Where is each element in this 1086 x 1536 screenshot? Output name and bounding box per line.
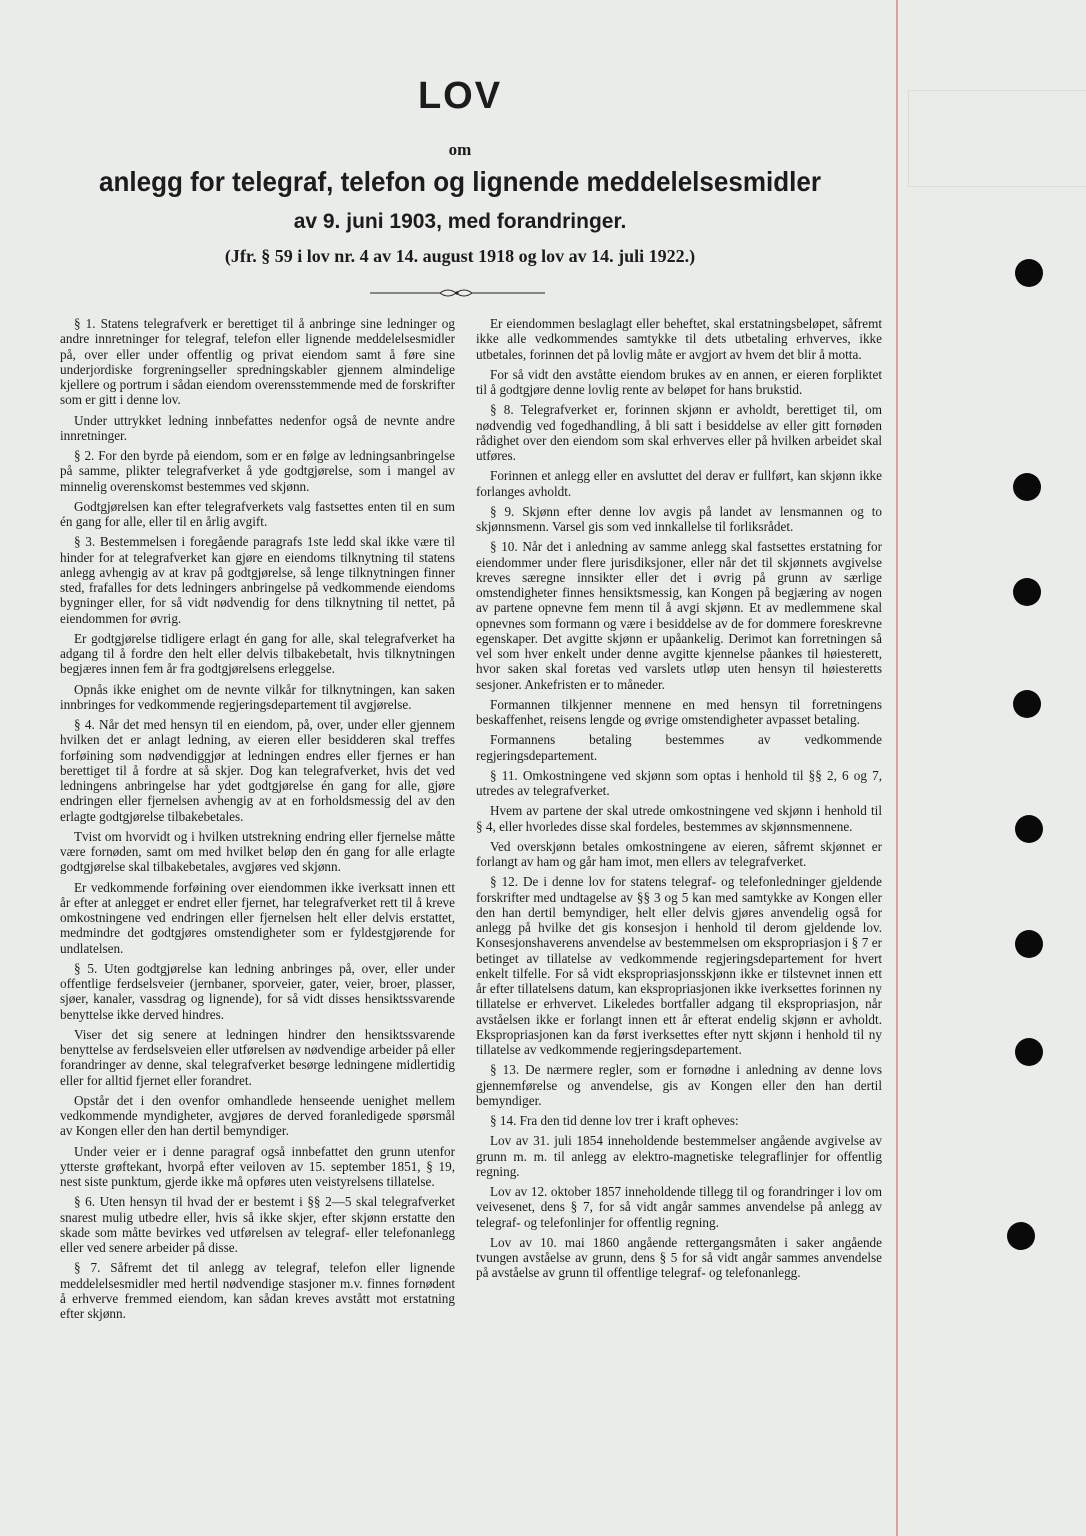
paragraph: Er godtgjørelse tidligere erlagt én gang for alle, skal telegrafverket ha adgang til å fordre den helt eller delvis tilbakebetalt, hvis tilknytningen begjæres innen fem år fra godtgjørelsens erleggelse.: [60, 630, 455, 677]
punch-hole-icon: [1015, 259, 1043, 287]
paragraph: § 10. Når det i anledning av samme anlegg skal fastsettes erstatning for eiendommer under flere jurisdiksjoner, eller når det til skjønnets avgivelse kreves særegne innsikter eller det i øvrig på grunn av særlige omstendigheter finnes hensiktsmessig, kan Kongen på begjæring av nogen av partene opnevne fem menn til å avgi skjønn. Et av medlemmene skal opnevnes som formann og være i besiddelse av de for dommere foreskrevne egenskaper. Det avgitte skjønn er upåankelig. Derimot kan forretningen så vel som hver enkelt under denne avgitte kjennelse påankes til høiesterett, hvor saken skal foretas ved varslets utløp uten hensyn til høiesteretts sesjoner. Ankefristen er to måneder.: [476, 539, 882, 692]
paragraph: § 9. Skjønn efter denne lov avgis på landet av lensmannen og to skjønnsmenn. Varsel gis som ved innkallelse til forliksrådet.: [476, 503, 882, 534]
paragraph: Er vedkommende forføining over eiendommen ikke iverksatt innen ett år efter at anlegget er endret eller fjernet, har telegrafverket rett til å kreve omkostningene ved endringen eller fjernelsen helt eller delvis erstattet, medmindre det godtgjøres omstendigheter som er fyldestgjørende for undlatelsen.: [60, 879, 455, 956]
paragraph: Godtgjørelsen kan efter telegrafverkets valg fastsettes enten til en sum én gang for alle, eller til en årlig avgift.: [60, 498, 455, 529]
paragraph: § 12. De i denne lov for statens telegraf- og telefonledninger gjeldende forskrifter med undtagelse av §§ 3 og 5 kan med samtykke av Kongen eller den han dertil bemyndiger, helt eller delvis gjøres anvendelig også for anlegg på hvilke det gis konsesjon i henhold til derom gjeldende lov. Konsesjonshaverens anvendelse av bestemmelsen om ekspropriasjon i § 7 er betinget av tillatelse av vedkommende regjeringsdepartement for hvert enkelt tilfelle. For så vidt ekspropriasjonsskjønn ikke er tilstevnet innen ett år efter tillatelsens datum, kan ekspropriasjonen ikke iverksettes forinnen ny tillatelse er erhvervet. Likeledes bortfaller adgang til ekspropriasjon, når avståelsen ikke er forlangt innen ett år efterat endelig skjønn er avholdt. Ekspropriasjonen kan da først iverksettes efter nytt skjønn i henhold til ny tillatelse av vedkommende regjeringsdepartement.: [476, 874, 882, 1057]
paragraph: Lov av 31. juli 1854 inneholdende bestemmelser angående avgivelse av grunn m. m. til anlegg av elektro-magnetiske telegraflinjer for offentlig regning.: [476, 1133, 882, 1179]
right-text-column: [476, 316, 882, 1286]
paragraph: Under uttrykket ledning innbefattes nedenfor også de nevnte andre innretninger.: [60, 412, 455, 443]
paragraph: § 5. Uten godtgjørelse kan ledning anbringes på, over, eller under offentlige ferdselsveier (jernbaner, sporveier, gater, veier, broer, plasser, sjøer, kanaler, vassdrag og lignende), for så vidt disses hensiktssvarende benyttelse ikke derved hindres.: [60, 960, 455, 1022]
faint-show-through-box: [908, 90, 1086, 187]
punch-hole-icon: [1015, 1038, 1043, 1066]
punch-hole-icon: [1013, 578, 1041, 606]
paragraph: Formannen tilkjenner mennene en med hensyn til forretningens beskaffenhet, reisens lengde og øvrige omstendigheter avpasset betaling.: [476, 696, 882, 727]
left-text-column: [60, 316, 455, 1326]
paragraph: Forinnen et anlegg eller en avsluttet del derav er fullført, kan skjønn ikke forlanges avholdt.: [476, 468, 882, 499]
paragraph: § 11. Omkostningene ved skjønn som optas i henhold til §§ 2, 6 og 7, utredes av telegrafverket.: [476, 767, 882, 798]
paragraph: § 6. Uten hensyn til hvad der er bestemt i §§ 2—5 skal telegrafverket snarest mulig utbedre eller, hvis så ikke skjer, efter skjønn erstatte den skade som måtte bevirkes ved utførelsen av telegraf- eller telefonanlegg eller ved senere arbeider på disse.: [60, 1194, 455, 1255]
paragraph: Viser det sig senere at ledningen hindrer den hensiktssvarende benyttelse av ferdselsveien eller utførelsen av nødvendige arbeider på eller forandringer av denne, skal telegrafverket besørge ledningene midlertidig eller for alltid fjernet eller forandret.: [60, 1026, 455, 1088]
punch-hole-icon: [1015, 815, 1043, 843]
paragraph: § 1. Statens telegrafverk er berettiget til å anbringe sine ledninger og andre innretninger for telegraf, telefon eller lignende meddelelsesmidler på, over eller under offentlig og privat eiendom samt å føre sine underjordiske forgreningseller spredningskabler gjennem almindelige kjellere og portrum i sådan eiendom overensstemmende med de forskrifter som er gitt i denne lov.: [60, 316, 455, 408]
paragraph: Ved overskjønn betales omkostningene av eieren, såfremt skjønnet er forlangt av ham og går ham imot, men ellers av telegrafverket.: [476, 838, 882, 869]
paragraph: Lov av 10. mai 1860 angående rettergangsmåten i saker angående tvungen avståelse av grunn, dens § 5 for så vidt angår sammes anvendelse på avståelse av grunn til offentlige telegraf- og telefonanlegg.: [476, 1234, 882, 1281]
paragraph: Opstår det i den ovenfor omhandlede henseende uenighet mellem vedkommende myndigheter, avgjøres de derved foranledigede spørsmål av Kongen eller den han dertil bemyndiger.: [60, 1092, 455, 1139]
punch-hole-icon: [1015, 930, 1043, 958]
paragraph: Opnås ikke enighet om de nevnte vilkår for tilknytningen, kan saken innbringes for vedkommende regjeringsdepartement til avgjørelse.: [60, 681, 455, 712]
paragraph: § 3. Bestemmelsen i foregående paragrafs 1ste ledd skal ikke være til hinder for at telegrafverket kan gjøre en eiendoms tilknytning til statens anlegg avhengig av at krav på godtgjørelse, så lenge tilknytningen finner sted, frafalles for dets ledningers anbringelse på vedkommende eiendoms bygninger eller, for så vidt nødvendig for dens tilknytning til nettet, på eiendommen for øvrig.: [60, 534, 455, 626]
law-reference: (Jfr. § 59 i lov nr. 4 av 14. august 1918 og lov av 14. juli 1922.): [224, 246, 696, 266]
punch-hole-icon: [1013, 690, 1041, 718]
paragraph: For så vidt den avståtte eiendom brukes av en annen, er eieren forpliktet til å godtgjøre denne lovlig rente av beløpet for hans brukstid.: [476, 366, 882, 397]
punch-hole-icon: [1007, 1222, 1035, 1250]
document-title: LOV: [417, 75, 503, 117]
paragraph: Formannens betaling bestemmes av vedkommende regjeringsdepartement.: [476, 732, 882, 763]
ornament-divider-icon: [370, 287, 545, 299]
law-heading: anlegg for telegraf, telefon og lignende meddelelsesmidler: [98, 166, 822, 197]
paragraph: Er eiendommen beslaglagt eller beheftet, skal erstatningsbeløpet, såfremt ikke alle vedkommendes samtykke til dets utbetaling erhverves, ikke utbetales, forinnen det på lovlig måte er avgjort av hvem det blir å motta.: [476, 316, 882, 362]
paragraph: Under veier er i denne paragraf også innbefattet den grunn utenfor ytterste grøftekant, hvorpå efter veiloven av 15. september 1851, § 19, nest siste punktum, gjerde ikke må opføres uten veistyrelsens tillatelse.: [60, 1143, 455, 1189]
paragraph: § 13. De nærmere regler, som er fornødne i anledning av denne lovs gjennemførelse og anvendelse, gis av Kongen eller den han dertil bemyndiger.: [476, 1062, 882, 1108]
paragraph: § 7. Såfremt det til anlegg av telegraf, telefon eller lignende meddelelsesmidler med hertil nødvendige stasjoner m.v. finnes fornødent å erhverve fremmed eiendom, kan sådan kreves avstått mot erstatning efter skjønn.: [60, 1260, 455, 1321]
punch-hole-icon: [1013, 473, 1041, 501]
title-connector: om: [448, 140, 472, 159]
paragraph: § 2. For den byrde på eiendom, som er en følge av ledningsanbringelse på samme, plikter telegrafverket å yde godtgjørelse, som i mangel av minnelig overenskomst bestemmes ved skjønn.: [60, 448, 455, 494]
paragraph: § 14. Fra den tid denne lov trer i kraft opheves:: [490, 1113, 739, 1128]
paragraph: Hvem av partene der skal utrede omkostningene ved skjønn i henhold til § 4, eller hvorledes disse skal fordeles, bestemmes av skjønnsmennene.: [476, 803, 882, 834]
paragraph: § 8. Telegrafverket er, forinnen skjønn er avholdt, berettiget til, om nødvendig ved fogedhandling, å bli satt i besiddelse av eller gitt fornøden rådighet over den eiendom som skal erhverves eller på hvilken arbeidet skal utføres.: [476, 402, 882, 463]
paragraph: Tvist om hvorvidt og i hvilken utstrekning endring eller fjernelse måtte være fornøden, samt om med hvilket beløp den én gang for alle erlagte godtgjørelse skal tilbakebetales, avgjøres ved skjønn.: [60, 828, 455, 875]
paragraph: § 4. Når det med hensyn til en eiendom, på, over, under eller gjennem hvilken det er anlagt ledning, av eieren eller besidderen skal treffes forføining som nødvendiggjør at ledningen endres eller fjernes er han berettiget til å fordre at så skjer. Dog kan telegrafverket, hvis det ved ledningens anbringelse har ydet godtgjørelse én gang for alle, gjøre endringen eller fjernelsen avhengig av at en forholdsmessig del av den erlagte godtgjørelse tilbakebetales.: [60, 717, 455, 824]
paragraph: Lov av 12. oktober 1857 inneholdende tillegg til og forandringer i lov om veivesenet, dens § 7, for så vidt angår sammes anvendelse på anlegg av telegraf- og telefonlinjer for offentlig regning.: [476, 1184, 882, 1230]
law-date-subheading: av 9. juni 1903, med forandringer.: [293, 210, 627, 233]
